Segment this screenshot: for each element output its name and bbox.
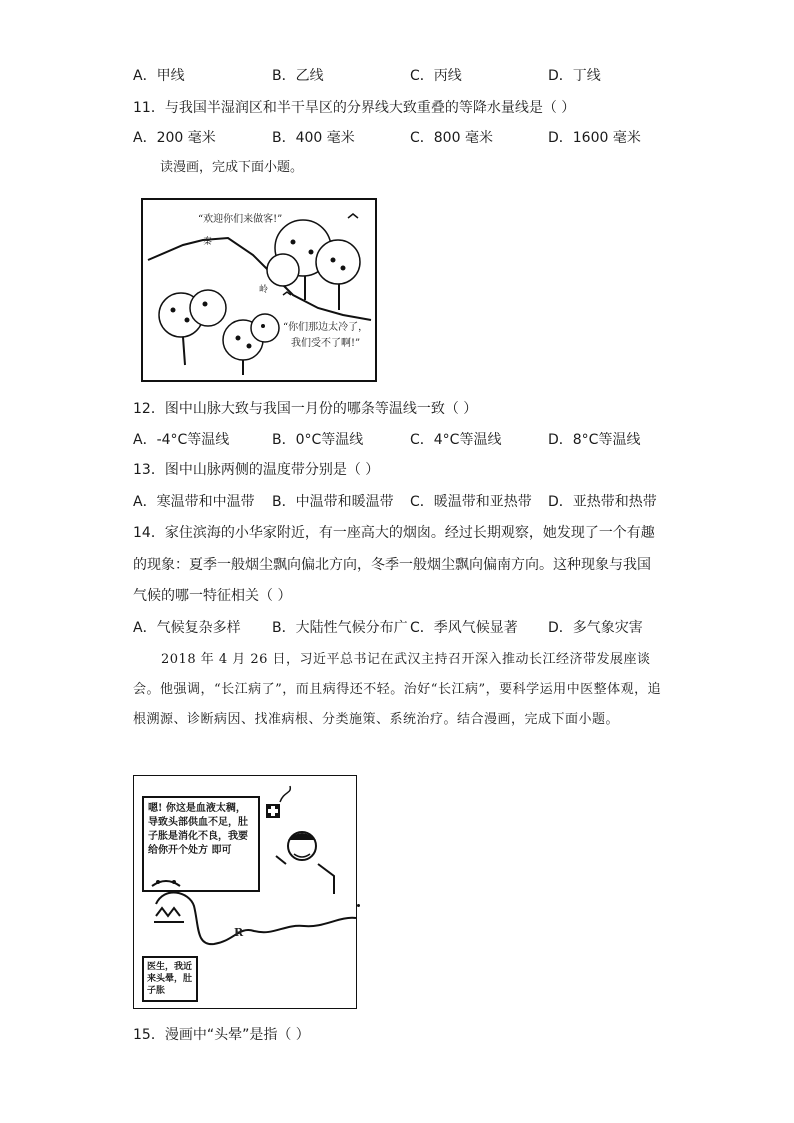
mountain-label-qin: 秦 [203, 237, 213, 247]
river-letter: R [234, 926, 244, 939]
q11-option-b: B．400 毫米 [272, 130, 355, 146]
comic-yangtze [133, 775, 357, 1009]
comic-qinling-speech-bottom-2: 我们受不了啊!” [291, 338, 361, 349]
intro-yangtze-text: 2018 年 4 月 26 日，习近平总书记在武汉主持召开深入推动长江经济带发展座谈会。他强调，“长江病了”，而且病得还不轻。治好“长江病”，要科学运用中医整体观，追根溯源、诊断病因、找准病根、分类施策、系统治疗。结合漫画，完成下面小题。 [133, 652, 662, 727]
q13-option-a: A．寒温带和中温带 [133, 494, 255, 510]
q13-stem: 13．图中山脉两侧的温度带分别是（ ） [133, 462, 380, 478]
q14-stem-line-3: 气候的哪一特征相关（ ） [133, 588, 292, 604]
intro-read-comic: 读漫画，完成下面小题。 [160, 160, 304, 175]
q14-stem-line-1: 14．家住滨海的小华家附近，有一座高大的烟囱。经过长期观察，她发现了一个有趣 [133, 525, 655, 541]
q13-option-b: B．中温带和暖温带 [272, 494, 394, 510]
q12-option-a: A．-4°C等温线 [133, 432, 230, 448]
q14-option-c: C．季风气候显著 [410, 620, 518, 636]
q11-stem: 11．与我国半湿润区和半干旱区的分界线大致重叠的等降水量线是（ ） [133, 100, 576, 116]
patient-speech-bubble: 医生，我近来头晕，肚子胀 [142, 956, 198, 1002]
stray-dot [357, 904, 360, 907]
q10-option-c: C．丙线 [410, 68, 462, 84]
q10-option-d: D．丁线 [548, 68, 601, 84]
q11-option-a: A．200 毫米 [133, 130, 216, 146]
q12-option-c: C．4°C等温线 [410, 432, 502, 448]
q14-stem-line-2: 的现象：夏季一般烟尘飘向偏北方向，冬季一般烟尘飘向偏南方向。这种现象与我国 [133, 557, 651, 573]
q12-stem: 12．图中山脉大致与我国一月份的哪条等温线一致（ ） [133, 401, 478, 417]
mountain-label-ling: 岭 [259, 285, 269, 295]
comic-qinling-speech-bottom-1: “你们那边太冷了， [283, 322, 369, 333]
q11-option-c: C．800 毫米 [410, 130, 493, 146]
q12-option-b: B．0°C等温线 [272, 432, 364, 448]
q15-stem: 15．漫画中“头晕”是指（ ） [133, 1027, 310, 1043]
q13-option-c: C．暖温带和亚热带 [410, 494, 532, 510]
comic-qinling-speech-top: “欢迎你们来做客!” [198, 214, 283, 225]
q14-option-b: B．大陆性气候分布广 [272, 620, 408, 636]
q12-option-d: D．8°C等温线 [548, 432, 641, 448]
q10-option-a: A．甲线 [133, 68, 185, 84]
q11-option-d: D．1600 毫米 [548, 130, 641, 146]
q13-option-d: D．亚热带和热带 [548, 494, 657, 510]
comic-qinling [141, 198, 377, 382]
doctor-speech-bubble: 嗯! 你这是血液太稠，导致头部供血不足，肚子胀是消化不良，我要给你开个处方 即可 [142, 796, 260, 892]
q14-option-d: D．多气象灾害 [548, 620, 643, 636]
intro-yangtze-paragraph [133, 645, 673, 735]
q10-option-b: B．乙线 [272, 68, 324, 84]
q14-option-a: A．气候复杂多样 [133, 620, 241, 636]
